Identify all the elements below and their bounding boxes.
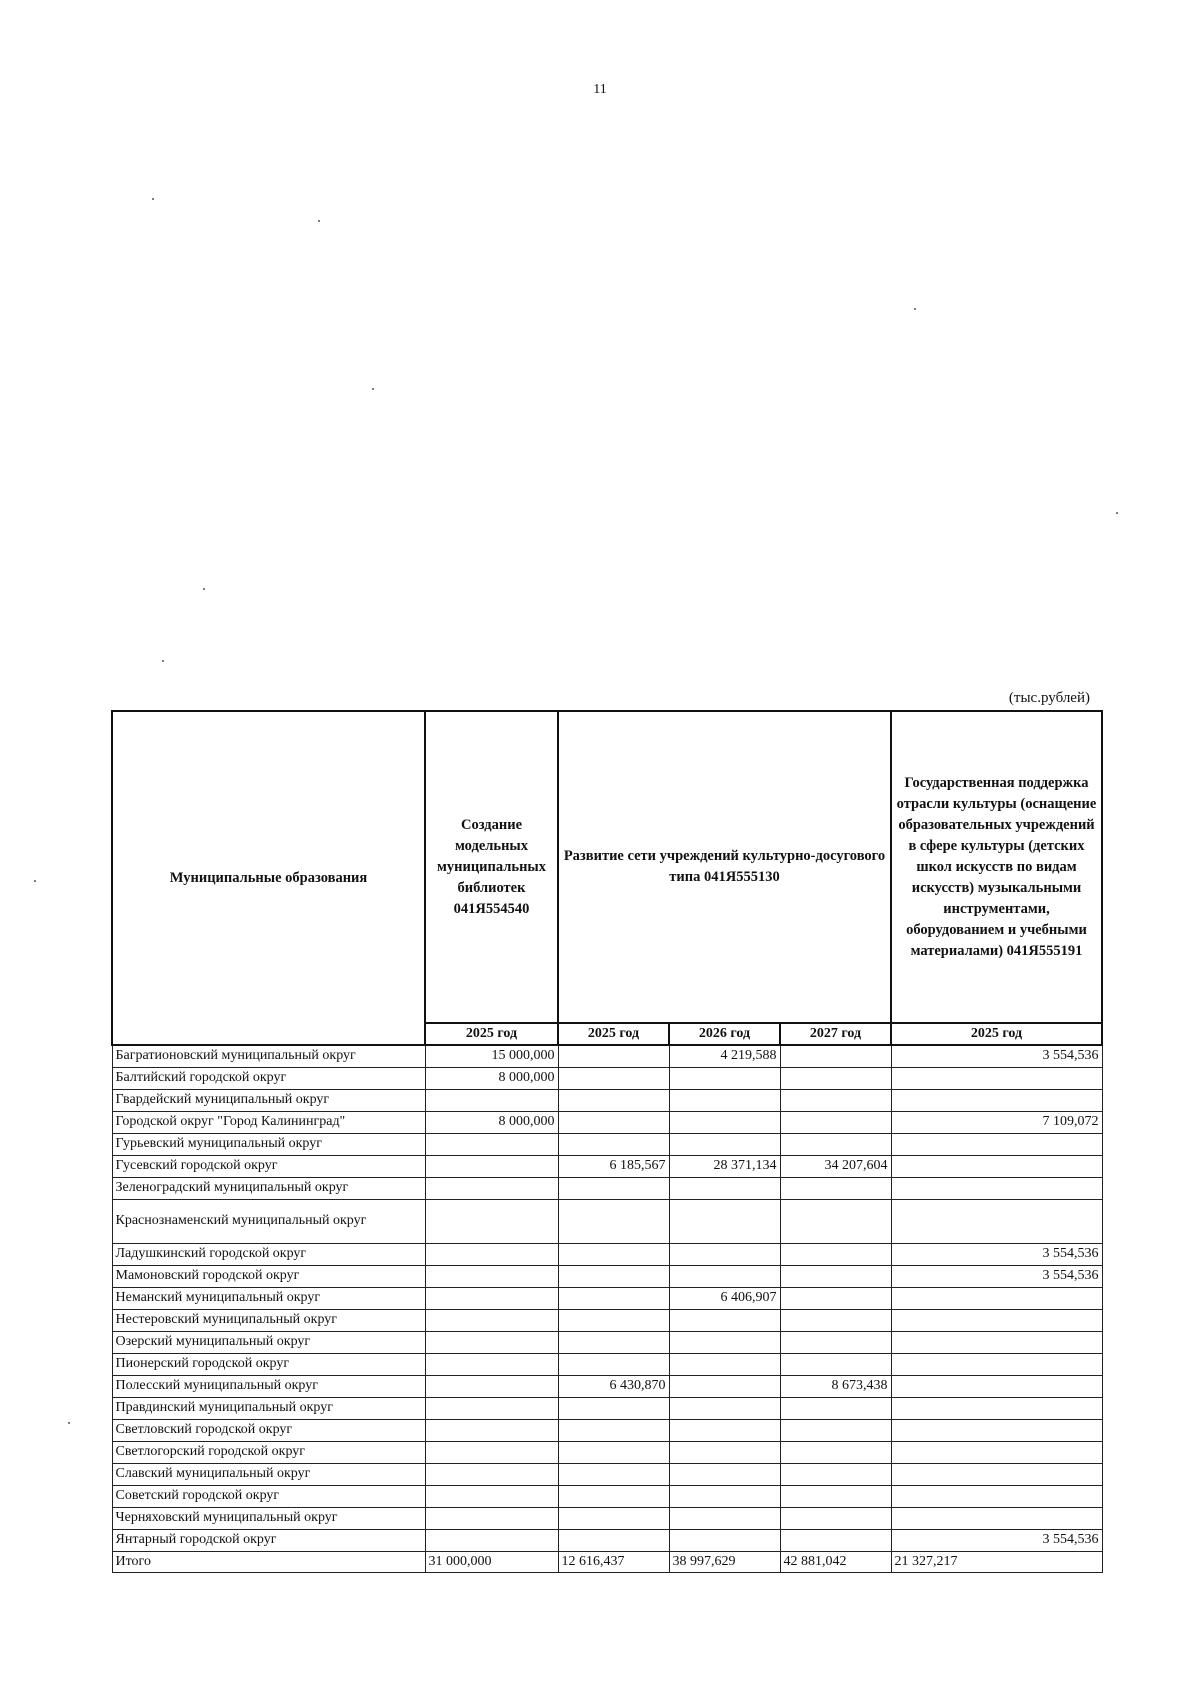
cell-net-2026	[669, 1111, 780, 1133]
cell-net-2027: 8 673,438	[780, 1375, 891, 1397]
row-name: Краснознаменский муниципальный округ	[112, 1199, 425, 1243]
scan-speck	[203, 588, 205, 590]
cell-lib-2025	[425, 1177, 558, 1199]
cell-net-2027	[780, 1111, 891, 1133]
cell-net-2025	[558, 1243, 669, 1265]
cell-net-2027	[780, 1397, 891, 1419]
cell-sup-2025	[891, 1353, 1102, 1375]
table-row	[112, 1331, 1102, 1353]
row-name: Светлогорский городской округ	[112, 1441, 425, 1463]
header-year-net-2026: 2026 год	[669, 1023, 780, 1045]
total-row	[112, 1551, 1102, 1572]
page-number: 11	[593, 82, 607, 97]
cell-net-2025	[558, 1529, 669, 1551]
cell-lib-2025	[425, 1133, 558, 1155]
cell-lib-2025	[425, 1419, 558, 1441]
table-row	[112, 1243, 1102, 1265]
cell-lib-2025	[425, 1507, 558, 1529]
scan-speck	[318, 220, 320, 222]
cell-sup-2025	[891, 1441, 1102, 1463]
row-name: Пионерский городской округ	[112, 1353, 425, 1375]
cell-net-2025	[558, 1067, 669, 1089]
cell-net-2027	[780, 1485, 891, 1507]
total-net-2025: 12 616,437	[558, 1551, 669, 1572]
scan-speck	[68, 1422, 70, 1424]
cell-net-2027	[780, 1353, 891, 1375]
cell-net-2026	[669, 1067, 780, 1089]
scan-speck	[162, 660, 164, 662]
cell-sup-2025	[891, 1331, 1102, 1353]
cell-sup-2025	[891, 1177, 1102, 1199]
cell-sup-2025: 7 109,072	[891, 1111, 1102, 1133]
table-row	[112, 1045, 1102, 1067]
cell-net-2025: 6 430,870	[558, 1375, 669, 1397]
cell-lib-2025	[425, 1287, 558, 1309]
cell-lib-2025	[425, 1375, 558, 1397]
table-row	[112, 1089, 1102, 1111]
cell-net-2025	[558, 1287, 669, 1309]
table-body	[112, 1045, 1102, 1551]
cell-sup-2025	[891, 1463, 1102, 1485]
cell-sup-2025: 3 554,536	[891, 1243, 1102, 1265]
cell-sup-2025	[891, 1067, 1102, 1089]
cell-sup-2025: 3 554,536	[891, 1045, 1102, 1067]
cell-sup-2025: 3 554,536	[891, 1265, 1102, 1287]
row-name: Зеленоградский муниципальный округ	[112, 1177, 425, 1199]
cell-sup-2025	[891, 1419, 1102, 1441]
cell-net-2026	[669, 1199, 780, 1243]
table-row	[112, 1199, 1102, 1243]
row-name: Полесский муниципальный округ	[112, 1375, 425, 1397]
row-name: Черняховский муниципальный округ	[112, 1507, 425, 1529]
units-label: (тыс.рублей)	[1008, 690, 1090, 706]
cell-lib-2025: 8 000,000	[425, 1067, 558, 1089]
row-name: Ладушкинский городской округ	[112, 1243, 425, 1265]
cell-net-2027	[780, 1287, 891, 1309]
header-libraries: Создание модельных муниципальных библиотек 041Я554540	[425, 711, 558, 1023]
cell-net-2025	[558, 1199, 669, 1243]
total-net-2026: 38 997,629	[669, 1551, 780, 1572]
table-row	[112, 1133, 1102, 1155]
cell-lib-2025	[425, 1243, 558, 1265]
table-row	[112, 1287, 1102, 1309]
cell-net-2025	[558, 1177, 669, 1199]
table-row	[112, 1375, 1102, 1397]
cell-net-2026: 4 219,588	[669, 1045, 780, 1067]
cell-sup-2025	[891, 1375, 1102, 1397]
scan-speck	[1116, 512, 1118, 514]
cell-lib-2025	[425, 1529, 558, 1551]
cell-net-2026: 28 371,134	[669, 1155, 780, 1177]
cell-net-2026	[669, 1243, 780, 1265]
table-row	[112, 1397, 1102, 1419]
cell-sup-2025: 3 554,536	[891, 1529, 1102, 1551]
cell-net-2026	[669, 1089, 780, 1111]
cell-lib-2025	[425, 1353, 558, 1375]
cell-net-2025	[558, 1265, 669, 1287]
header-network: Развитие сети учреждений культурно-досугового типа 041Я555130	[558, 711, 891, 1023]
cell-net-2025	[558, 1463, 669, 1485]
row-name: Янтарный городской округ	[112, 1529, 425, 1551]
cell-net-2025	[558, 1353, 669, 1375]
cell-net-2025	[558, 1331, 669, 1353]
row-name: Советский городской округ	[112, 1485, 425, 1507]
header-year-sup-2025: 2025 год	[891, 1023, 1102, 1045]
table-row	[112, 1353, 1102, 1375]
cell-sup-2025	[891, 1397, 1102, 1419]
cell-net-2026	[669, 1529, 780, 1551]
table-row	[112, 1309, 1102, 1331]
cell-sup-2025	[891, 1287, 1102, 1309]
cell-lib-2025	[425, 1441, 558, 1463]
cell-net-2025: 6 185,567	[558, 1155, 669, 1177]
cell-net-2027	[780, 1331, 891, 1353]
cell-net-2025	[558, 1441, 669, 1463]
row-name: Балтийский городской округ	[112, 1067, 425, 1089]
table-row	[112, 1177, 1102, 1199]
header-year-lib-2025: 2025 год	[425, 1023, 558, 1045]
header-municipalities: Муниципальные образования	[112, 711, 425, 1045]
cell-net-2025	[558, 1485, 669, 1507]
cell-lib-2025	[425, 1199, 558, 1243]
scan-speck	[34, 880, 36, 882]
table-row	[112, 1485, 1102, 1507]
cell-net-2026: 6 406,907	[669, 1287, 780, 1309]
cell-net-2026	[669, 1265, 780, 1287]
scan-speck	[372, 388, 374, 390]
cell-net-2027: 34 207,604	[780, 1155, 891, 1177]
cell-net-2025	[558, 1309, 669, 1331]
cell-sup-2025	[891, 1089, 1102, 1111]
cell-net-2027	[780, 1529, 891, 1551]
row-name: Нестеровский муниципальный округ	[112, 1309, 425, 1331]
cell-net-2027	[780, 1243, 891, 1265]
cell-sup-2025	[891, 1133, 1102, 1155]
cell-lib-2025	[425, 1331, 558, 1353]
cell-lib-2025	[425, 1485, 558, 1507]
cell-net-2025	[558, 1045, 669, 1067]
cell-net-2026	[669, 1331, 780, 1353]
cell-net-2027	[780, 1463, 891, 1485]
cell-net-2027	[780, 1089, 891, 1111]
scan-speck	[152, 198, 154, 200]
cell-lib-2025	[425, 1397, 558, 1419]
cell-net-2025	[558, 1133, 669, 1155]
row-name: Мамоновский городской округ	[112, 1265, 425, 1287]
cell-net-2025	[558, 1397, 669, 1419]
cell-lib-2025	[425, 1089, 558, 1111]
cell-net-2027	[780, 1507, 891, 1529]
cell-net-2026	[669, 1485, 780, 1507]
cell-lib-2025: 15 000,000	[425, 1045, 558, 1067]
cell-sup-2025	[891, 1199, 1102, 1243]
cell-net-2027	[780, 1133, 891, 1155]
cell-lib-2025: 8 000,000	[425, 1111, 558, 1133]
table-row	[112, 1155, 1102, 1177]
cell-net-2026	[669, 1375, 780, 1397]
cell-net-2027	[780, 1177, 891, 1199]
total-lib-2025: 31 000,000	[425, 1551, 558, 1572]
cell-sup-2025	[891, 1485, 1102, 1507]
cell-net-2027	[780, 1309, 891, 1331]
cell-lib-2025	[425, 1155, 558, 1177]
table-row	[112, 1067, 1102, 1089]
cell-net-2026	[669, 1177, 780, 1199]
row-name: Гусевский городской округ	[112, 1155, 425, 1177]
total-sup-2025: 21 327,217	[891, 1551, 1102, 1572]
table-row	[112, 1507, 1102, 1529]
header-year-net-2025: 2025 год	[558, 1023, 669, 1045]
cell-net-2027	[780, 1199, 891, 1243]
table-row	[112, 1419, 1102, 1441]
cell-lib-2025	[425, 1463, 558, 1485]
table-row	[112, 1529, 1102, 1551]
cell-sup-2025	[891, 1155, 1102, 1177]
cell-net-2027	[780, 1265, 891, 1287]
row-name: Славский муниципальный округ	[112, 1463, 425, 1485]
cell-net-2027	[780, 1067, 891, 1089]
cell-net-2026	[669, 1463, 780, 1485]
cell-net-2025	[558, 1419, 669, 1441]
cell-net-2026	[669, 1353, 780, 1375]
cell-net-2026	[669, 1507, 780, 1529]
cell-net-2025	[558, 1111, 669, 1133]
cell-net-2027	[780, 1419, 891, 1441]
total-net-2027: 42 881,042	[780, 1551, 891, 1572]
cell-sup-2025	[891, 1507, 1102, 1529]
cell-net-2026	[669, 1441, 780, 1463]
cell-net-2026	[669, 1397, 780, 1419]
cell-sup-2025	[891, 1309, 1102, 1331]
table-row	[112, 1111, 1102, 1133]
header-support: Государственная поддержка отрасли культуры (оснащение образовательных учреждений в сфере культуры (детских школ искусств по видам искусств) музыкальными инструментами, оборудованием и учебными материалами) 041Я555191	[891, 711, 1102, 1023]
cell-net-2027	[780, 1045, 891, 1067]
cell-lib-2025	[425, 1309, 558, 1331]
total-label: Итого	[112, 1551, 425, 1572]
allocation-table	[111, 710, 1103, 1573]
row-name: Озерский муниципальный округ	[112, 1331, 425, 1353]
row-name: Гурьевский муниципальный округ	[112, 1133, 425, 1155]
cell-net-2026	[669, 1419, 780, 1441]
cell-net-2027	[780, 1441, 891, 1463]
row-name: Гвардейский муниципальный округ	[112, 1089, 425, 1111]
cell-net-2025	[558, 1507, 669, 1529]
cell-lib-2025	[425, 1265, 558, 1287]
scan-speck	[914, 308, 916, 310]
row-name: Светловский городской округ	[112, 1419, 425, 1441]
table-row	[112, 1265, 1102, 1287]
row-name: Городской округ "Город Калининград"	[112, 1111, 425, 1133]
row-name: Правдинский муниципальный округ	[112, 1397, 425, 1419]
cell-net-2025	[558, 1089, 669, 1111]
header-year-net-2027: 2027 год	[780, 1023, 891, 1045]
cell-net-2026	[669, 1133, 780, 1155]
row-name: Багратионовский муниципальный округ	[112, 1045, 425, 1067]
row-name: Неманский муниципальный округ	[112, 1287, 425, 1309]
cell-net-2026	[669, 1309, 780, 1331]
table-row	[112, 1441, 1102, 1463]
table-row	[112, 1463, 1102, 1485]
